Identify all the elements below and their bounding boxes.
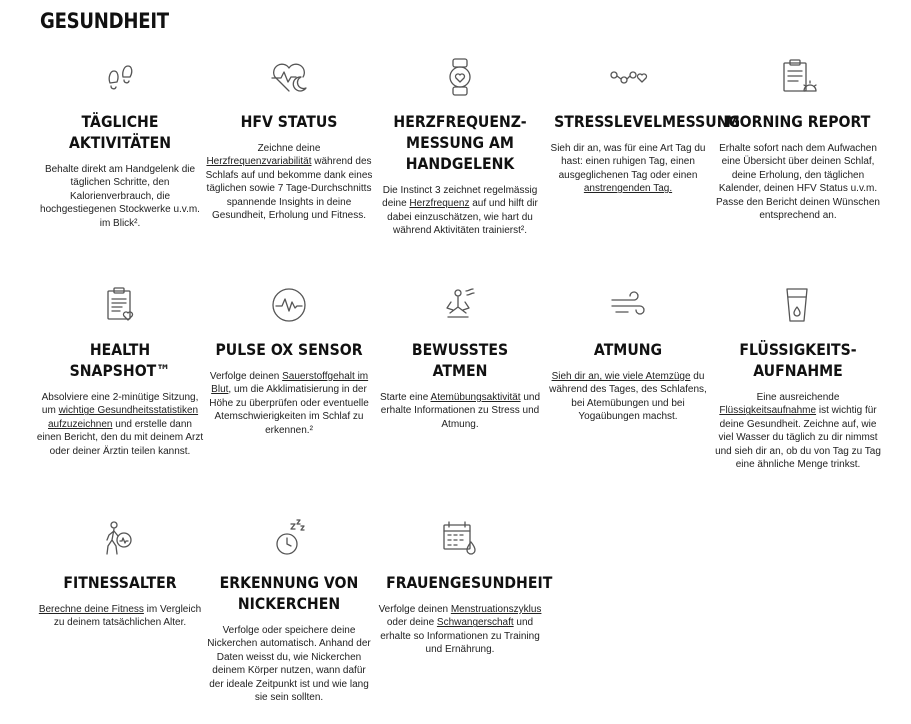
feature-link[interactable]: Flüssigkeitsaufnahme [719,405,817,417]
feature-respiration [544,283,712,424]
feature-link[interactable]: Schwangerschaft [436,617,514,629]
feature-description [714,142,882,222]
watch-heart-icon [438,55,482,99]
feature-description [544,370,712,424]
feature-title: MORNING REPORT [725,112,871,131]
feature-description [36,391,204,458]
feature-wrist-heart-rate [376,55,544,238]
water-glass-icon [776,283,820,327]
feature-text: Sieh dir an, was für eine Art Tag du hast: einen ruhigen Tag, einen ausgeglichenen Tag oder einen [550,143,706,181]
feature-text: Verfolge oder speichere deine Nickerchen automatisch. Anhand der Daten weisst du, wie Nickerchen deinem Körper nutzen, wann dafür der ideale Zeitpunkt ist und wie lang sie sein sollten. [207,625,371,704]
nap-clock-icon [267,516,311,560]
feature-link[interactable]: Sauerstoffgehalt im Blut [211,371,369,396]
feature-text: Eine ausreichende [756,392,840,403]
feature-link[interactable]: Atemübungsaktivität [430,392,521,403]
clipboard-heart-icon [98,283,142,327]
feature-title: FRAUENGESUNDHEIT [386,573,553,592]
feature-description [36,163,204,230]
feature-link[interactable]: Berechne deine Fitness [38,604,144,615]
feature-title: ATMUNG [593,340,663,359]
feature-title: TÄGLICHE AKTIVITÄTEN [68,112,172,152]
feature-text: , um die Akklimatisierung in der Höhe zu überprüfen oder eventuelle Atemschwierigkeiten im Schlaf zu erkennen.² [209,384,369,436]
feature-title: ERKENNUNG VON NICKERCHEN [219,573,359,613]
page-title: GESUNDHEIT [40,9,169,33]
feature-text: Zeichne deine [257,143,321,154]
feature-description [376,603,544,657]
feature-description [714,391,882,471]
feature-link[interactable]: Menstruationszyklus [450,604,542,615]
feature-text: und erhalte so Informationen zu Training und Ernährung. [380,617,540,656]
stress-level-icon [606,55,650,99]
feature-description [36,603,204,630]
feature-description [205,624,373,704]
footprints-icon [98,55,142,99]
feature-text: auf und hilft dir dabei einzuschätzen, wie hart du während Aktivitäten trainierst². [387,198,538,237]
feature-pulse-ox [205,283,373,437]
feature-text: Behalte direkt am Handgelenk die täglichen Schritte, den Kalorienverbrauch, die hochgestiegenen Stockwerke u.v.m. im Blick². [40,164,200,229]
fitness-age-icon [98,516,142,560]
feature-hrv-status [205,55,373,222]
feature-description [544,142,712,196]
feature-text: im Vergleich zu deinem tatsächlichen Alter. [53,604,202,629]
feature-womens-health [376,516,553,657]
morning-report-icon [776,55,820,99]
feature-description [205,370,373,437]
meditation-icon [438,283,482,327]
heart-moon-icon [267,55,311,99]
feature-link[interactable]: Herzfrequenz [409,198,470,210]
feature-text: du während des Tages, des Schlafens, bei Atemübungen und bei Yogaübungen machst. [549,371,707,423]
feature-title: BEWUSSTES ATMEN [411,340,509,380]
feature-text: Erhalte sofort nach dem Aufwachen eine Übersicht über deinen Schlaf, deine Erholung, den täglichen Kalender, deinen HFV Status u.v.m. Passe den Bericht deinen Wünschen entsprechend an. [716,143,880,222]
feature-text: Verfolge deinen [378,604,451,615]
feature-link[interactable]: Herzfrequenzvariabilität [206,156,312,168]
pulse-ox-icon [267,283,311,327]
feature-title: HERZFREQUENZ-MESSUNG AM HANDGELENK [393,112,527,173]
feature-title: HEALTH SNAPSHOT™ [69,340,171,380]
feature-title: FITNESSALTER [63,573,177,592]
feature-description [376,184,544,238]
feature-text: Starte eine [379,392,431,403]
feature-health-snapshot [36,283,204,458]
feature-nap-detection [205,516,373,704]
feature-link[interactable]: wichtige Gesundheitsstatistiken aufzuzeichnen [47,405,199,430]
feature-text: Die Instinct 3 zeichnet regelmässig deine [382,185,538,210]
feature-text: ist wichtig für deine Gesundheit. Zeichne auf, wie viel Wasser du täglich zu dir nimmst und sieh dir an, ob du von Tag zu Tag eine ähnliche Menge trinkst. [715,405,881,471]
feature-fitness-age [36,516,204,630]
feature-link[interactable]: Sieh dir an, wie viele Atemzüge [551,371,691,382]
feature-hydration [714,283,882,471]
feature-text: und erhalte Informationen zu Stress und Atmung. [380,392,541,430]
feature-mindful-breathing [376,283,544,431]
feature-title: HFV STATUS [240,112,338,131]
feature-description [205,142,373,222]
feature-stress-level [544,55,741,196]
feature-title: FLÜSSIGKEITS-AUFNAHME [739,340,857,380]
feature-text: Verfolge deinen [209,371,283,382]
feature-description [376,391,544,431]
breath-wind-icon [606,283,650,327]
feature-text: und erstelle dann einen Bericht, den du mit deinem Arzt oder deiner Ärztin teilen kannst. [36,418,204,457]
feature-text: während des Schlafs auf und bekomme dank eines täglichen sowie 7 Tage-Durchschnitts spannende Insights in deine Gesundheit, Erholung und Fitness. [205,156,373,222]
feature-morning-report [714,55,882,222]
calendar-drop-icon [438,516,482,560]
feature-daily-activities [36,55,204,230]
feature-title: STRESSLEVELMESSUNG [554,112,741,131]
feature-title: PULSE OX SENSOR [215,340,363,359]
feature-text: Absolviere eine 2-minütige Sitzung, um [41,392,199,417]
feature-link[interactable]: anstrengenden Tag. [583,183,673,195]
feature-text: oder deine [386,617,437,629]
